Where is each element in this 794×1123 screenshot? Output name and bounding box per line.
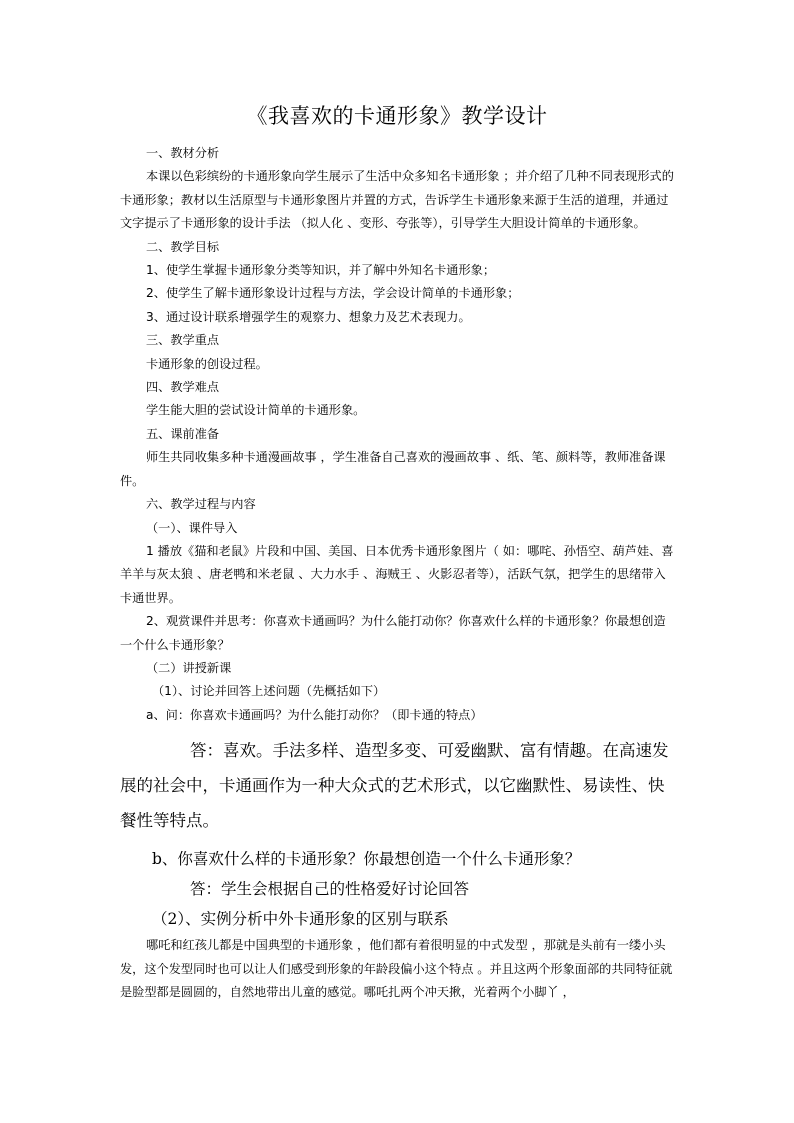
subheading-discussion: （1）、讨论并回答上述问题（先概括如下） — [152, 684, 386, 699]
paragraph-preparation: 师生共同收集多种卡通漫画故事 ，学生准备自己喜欢的漫画故事 、纸、笔、颜料等，教师准备课件。 — [120, 450, 666, 488]
paragraph-intro-1: 1 播放《猫和老鼠》片段和中国、美国、日本优秀卡通形象图片（ 如：哪咤、孙悟空、葫芦娃、喜羊羊与灰太狼 、唐老鸭和米老鼠 、大力水手 、海贼王 、火影忍者等），活跃气氛，把学生的思绪带入卡通世界。 — [120, 543, 674, 605]
section-heading-objectives: 二、教学目标 — [146, 239, 220, 254]
objective-item: 2、使学生了解卡通形象设计过程与方法，学会设计简单的卡通形象； — [146, 286, 520, 301]
subheading-intro: （一）、课件导入 — [146, 520, 238, 535]
document-body — [120, 142, 676, 1004]
objective-item: 1、使学生掌握卡通形象分类等知识，并了解中外知名卡通形象； — [146, 263, 496, 278]
section-heading-process: 六、教学过程与内容 — [146, 497, 256, 512]
section-heading-preparation: 五、课前准备 — [146, 426, 220, 441]
objective-item: 3、通过设计联系增强学生的观察力、想象力及艺术表现力。 — [146, 309, 471, 324]
paragraph-key-points: 卡通形象的创设过程。 — [146, 356, 268, 371]
question-a: a、问：你喜欢卡通画吗？为什么能打动你？（即卡通的特点） — [146, 707, 483, 722]
subheading-comparison: （2）、实例分析中外卡通形象的区别与联系 — [152, 910, 449, 929]
answer-b: 答：学生会根据自己的性格爱好讨论回答 — [190, 880, 470, 899]
paragraph-materials: 本课以色彩缤纷的卡通形象向学生展示了生活中众多知名卡通形象 ；并介绍了几种不同表现形式的卡通形象；教材以生活原型与卡通形象图片并置的方式，告诉学生卡通形象来源于生活的道理，并通过文字提示了卡通形象的设计手法 （拟人化 、变形、夸张等），引导学生大胆设计简单的卡通形象。 — [120, 169, 674, 231]
paragraph-intro-2: 2、观赏课件并思考：你喜欢卡通画吗？为什么能打动你？你喜欢什么样的卡通形象？你最想创造一个什么卡通形象？ — [120, 614, 666, 652]
answer-a: 答：喜欢。手法多样、造型多变、可爱幽默、富有情趣。在高速发展的社会中，卡通画作为一种大众式的艺术形式，以它幽默性、易读性、快餐性等特点。 — [120, 741, 669, 831]
paragraph-comparison: 哪吒和红孩儿都是中国典型的卡通形象 ，他们都有着很明显的中式发型 ，那就是头前有一缕小头发，这个发型同时也可以让人们感受到形象的年龄段偏小这个特点 。并且这两个形象面部的共同特征就是脸型都是圆圆的，自然地带出儿童的感觉。哪吒扎两个冲天揪，光着两个小脚丫 ， — [120, 938, 673, 999]
section-heading-key-points: 三、教学重点 — [146, 333, 220, 348]
section-heading-materials: 一、教材分析 — [146, 146, 220, 160]
subheading-new-lesson: （二）讲授新课 — [146, 660, 232, 675]
section-heading-difficulties: 四、教学难点 — [146, 380, 220, 395]
question-b: b、你喜欢什么样的卡通形象？你最想创造一个什么卡通形象？ — [152, 850, 581, 869]
paragraph-difficulties: 学生能大胆的尝试设计简单的卡通形象。 — [146, 403, 366, 418]
document-title: 《我喜欢的卡通形象》教学设计 — [246, 104, 548, 128]
